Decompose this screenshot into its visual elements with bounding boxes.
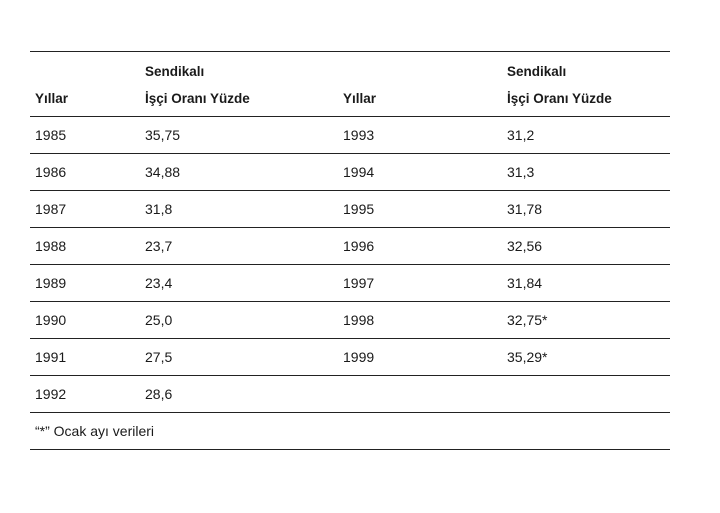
header-col4-line1: Sendikalı — [507, 64, 567, 79]
header-col4-line2: İşçi Oranı Yüzde — [507, 91, 612, 106]
rate-left: 28,6 — [145, 386, 173, 402]
footnote-row — [30, 413, 670, 449]
year-right: 1999 — [343, 349, 375, 365]
header-col2-line1: Sendikalı — [145, 64, 205, 79]
table-bottom-rule — [30, 449, 670, 450]
rate-right: 31,2 — [507, 127, 535, 143]
year-right: 1996 — [343, 238, 375, 254]
year-left: 1988 — [35, 238, 67, 254]
rate-left: 34,88 — [145, 164, 181, 180]
table-row — [30, 154, 670, 190]
table-row — [30, 376, 670, 412]
table-row — [30, 339, 670, 375]
rate-left: 27,5 — [145, 349, 173, 365]
table-row — [30, 265, 670, 301]
year-left: 1992 — [35, 386, 67, 402]
union-rate-table — [30, 51, 670, 450]
table-row — [30, 228, 670, 264]
year-left: 1989 — [35, 275, 67, 291]
year-right: 1995 — [343, 201, 375, 217]
year-left: 1985 — [35, 127, 67, 143]
year-left: 1990 — [35, 312, 67, 328]
header-col1: Yıllar — [35, 91, 69, 106]
rate-left: 35,75 — [145, 127, 181, 143]
footnote: “*” Ocak ayı verileri — [35, 423, 155, 439]
rate-right: 31,84 — [507, 275, 543, 291]
year-right: 1998 — [343, 312, 375, 328]
table-row — [30, 191, 670, 227]
year-right: 1997 — [343, 275, 375, 291]
rate-right: 32,56 — [507, 238, 543, 254]
rate-right: 31,3 — [507, 164, 535, 180]
rate-left: 25,0 — [145, 312, 173, 328]
rate-right: 35,29* — [507, 349, 548, 365]
year-left: 1987 — [35, 201, 67, 217]
rate-left: 31,8 — [145, 201, 173, 217]
table-header — [30, 52, 670, 116]
rate-right: 31,78 — [507, 201, 543, 217]
year-left: 1991 — [35, 349, 67, 365]
year-right: 1993 — [343, 127, 375, 143]
year-right: 1994 — [343, 164, 375, 180]
rate-left: 23,4 — [145, 275, 173, 291]
table-row — [30, 302, 670, 338]
year-left: 1986 — [35, 164, 67, 180]
table-row — [30, 117, 670, 153]
header-col2-line2: İşçi Oranı Yüzde — [145, 91, 250, 106]
rate-right: 32,75* — [507, 312, 548, 328]
rate-left: 23,7 — [145, 238, 173, 254]
header-col3: Yıllar — [343, 91, 377, 106]
